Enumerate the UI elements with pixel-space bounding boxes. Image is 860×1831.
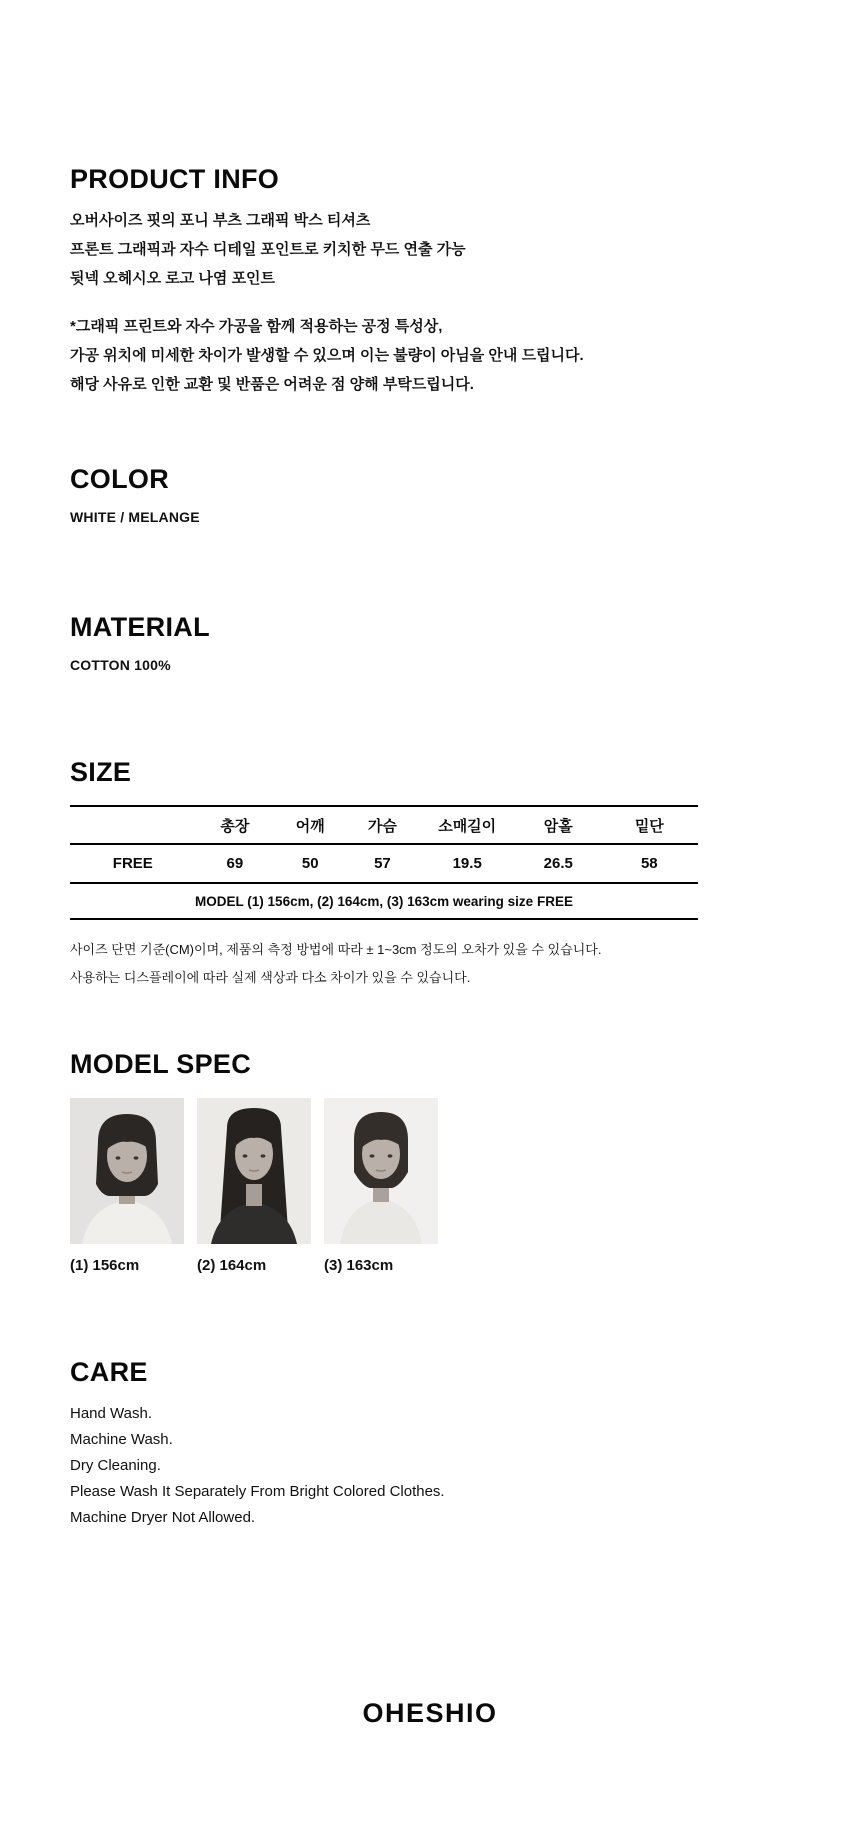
size-value: 50 bbox=[301, 855, 319, 872]
care-item: Please Wash It Separately From Bright Colored Clothes. bbox=[70, 1483, 445, 1500]
size-col-chest: 가슴 bbox=[367, 817, 397, 835]
care-item: Machine Dryer Not Allowed. bbox=[70, 1509, 256, 1526]
care-item: Machine Wash. bbox=[70, 1431, 173, 1448]
model-photo-2 bbox=[197, 1098, 311, 1274]
model-portrait-image bbox=[197, 1098, 311, 1244]
size-value: 19.5 bbox=[452, 855, 482, 872]
product-notice bbox=[70, 312, 698, 399]
notice-line: 가공 위치에 미세한 차이가 발생할 수 있으며 이는 불량이 아님을 안내 드립니다. bbox=[70, 347, 584, 364]
material-value: COTTON 100% bbox=[70, 657, 171, 673]
model-height-label: (3) 163cm bbox=[324, 1257, 394, 1274]
size-value: FREE bbox=[112, 855, 153, 872]
notice-line: 해당 사유로 인한 교환 및 반품은 어려운 점 양해 부탁드립니다. bbox=[70, 376, 474, 393]
model-photo-1 bbox=[70, 1098, 184, 1274]
brand-logo-wrap bbox=[0, 1698, 860, 1729]
size-title: SIZE bbox=[70, 757, 132, 787]
size-col-hem: 밑단 bbox=[634, 817, 664, 835]
description-line: 오버사이즈 핏의 포니 부츠 그래픽 박스 티셔츠 bbox=[70, 212, 371, 229]
notice-line: *그래픽 프린트와 자수 가공을 함께 적용하는 공정 특성상, bbox=[70, 318, 443, 335]
size-value: 26.5 bbox=[543, 855, 573, 872]
product-info-title: PRODUCT INFO bbox=[70, 164, 280, 194]
model-spec-title: MODEL SPEC bbox=[70, 1049, 252, 1079]
color-title: COLOR bbox=[70, 464, 169, 494]
model-wearing-note: MODEL (1) 156cm, (2) 164cm, (3) 163cm wearing size FREE bbox=[195, 893, 573, 909]
size-table-row bbox=[70, 844, 698, 883]
description-line: 프론트 그래픽과 자수 디테일 포인트로 키치한 무드 연출 가능 bbox=[70, 241, 466, 258]
material-title: MATERIAL bbox=[70, 612, 210, 642]
care-item: Hand Wash. bbox=[70, 1405, 152, 1422]
model-height-label: (2) 164cm bbox=[197, 1257, 267, 1274]
size-col-sleeve: 소매길이 bbox=[438, 817, 497, 835]
size-col-shoulder: 어깨 bbox=[295, 817, 325, 835]
care-title: CARE bbox=[70, 1357, 148, 1387]
size-col-length: 총장 bbox=[220, 817, 250, 835]
size-table-header-row bbox=[70, 806, 698, 844]
size-value: 69 bbox=[226, 855, 244, 872]
size-col-armhole: 암홀 bbox=[543, 817, 573, 835]
description-line: 뒷넥 오헤시오 로고 나염 포인트 bbox=[70, 270, 276, 287]
care-instructions bbox=[70, 1401, 698, 1531]
oheshio-logo: OHESHIO bbox=[362, 1698, 498, 1728]
size-notes bbox=[70, 936, 698, 992]
model-height-label: (1) 156cm bbox=[70, 1257, 140, 1274]
color-value: WHITE / MELANGE bbox=[70, 509, 200, 525]
model-portrait-image bbox=[70, 1098, 184, 1244]
size-value: 57 bbox=[374, 855, 391, 872]
size-note-line: 사이즈 단면 기준(CM)이며, 제품의 측정 방법에 따라 ± 1~3cm 정도의 오차가 있을 수 있습니다. bbox=[70, 942, 602, 957]
model-photos bbox=[70, 1098, 698, 1274]
size-value: 58 bbox=[640, 855, 658, 872]
size-note-line: 사용하는 디스플레이에 따라 실제 색상과 다소 차이가 있을 수 있습니다. bbox=[70, 970, 471, 985]
product-description bbox=[70, 206, 698, 293]
model-portrait-image bbox=[324, 1098, 438, 1244]
model-photo-3 bbox=[324, 1098, 438, 1274]
size-table bbox=[70, 805, 698, 920]
care-item: Dry Cleaning. bbox=[70, 1457, 161, 1474]
size-table-footer-row bbox=[70, 883, 698, 919]
size-col-blank bbox=[70, 806, 196, 844]
